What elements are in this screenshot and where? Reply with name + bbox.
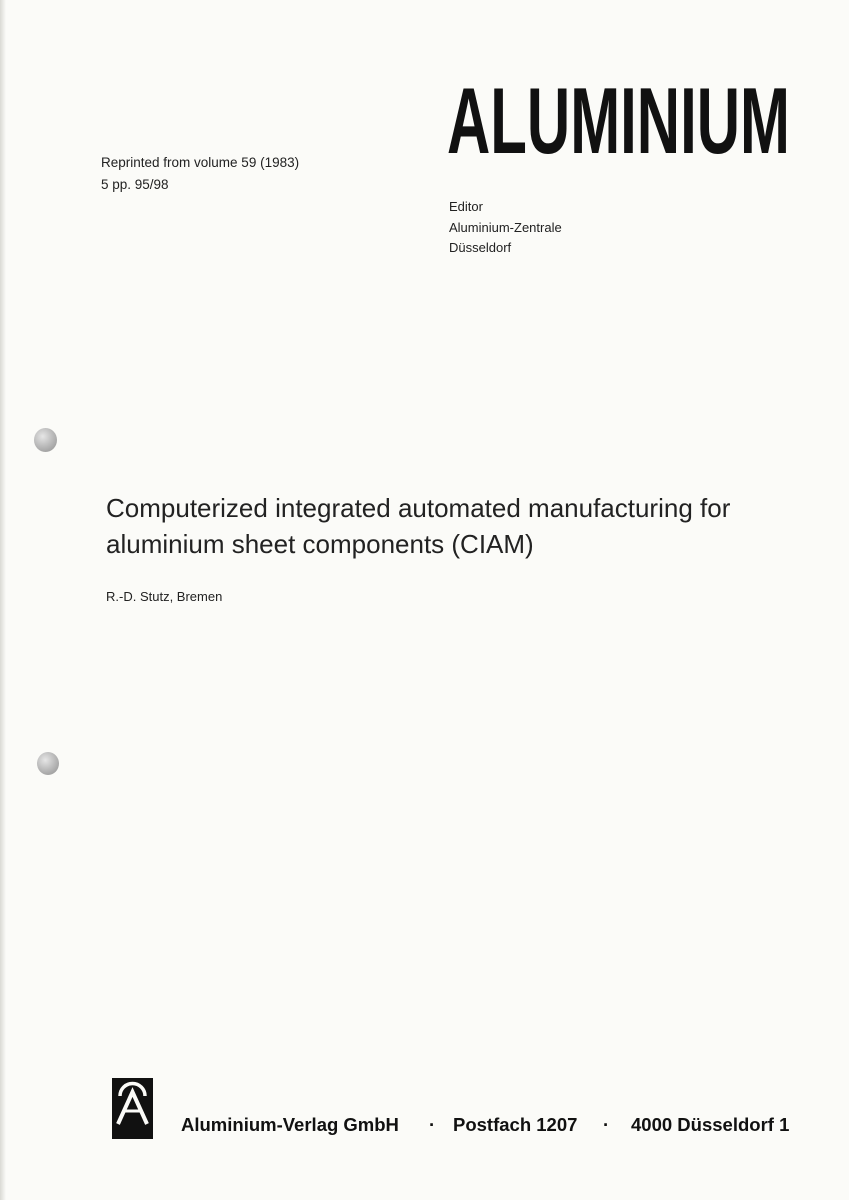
- publisher-logo: [112, 1078, 153, 1139]
- article-title-line1: Computerized integrated automated manufacturing for: [106, 493, 731, 523]
- reprint-volume: Reprinted from volume 59 (1983): [101, 155, 300, 170]
- page-edge: [0, 0, 6, 1200]
- reprint-pages: 5 pp. 95/98: [101, 177, 169, 192]
- editor-label: Editor: [449, 199, 483, 214]
- footer-separator: ·: [603, 1114, 610, 1135]
- footer-separator: ·: [429, 1114, 436, 1135]
- editor-city: Düsseldorf: [449, 240, 512, 255]
- punch-hole-top: [34, 428, 57, 452]
- publisher-postbox: Postfach 1207: [453, 1114, 578, 1135]
- article-title: [106, 490, 806, 562]
- article-title-line2: aluminium sheet components (CIAM): [106, 529, 534, 559]
- editor-organization: Aluminium-Zentrale: [449, 219, 562, 235]
- masthead-title: [447, 82, 792, 158]
- journal-masthead: [447, 82, 792, 158]
- publisher-footer: [181, 1114, 821, 1144]
- reprint-note: [101, 152, 299, 196]
- publisher-address: 4000 Düsseldorf 1: [631, 1114, 790, 1135]
- punch-hole-bottom: [37, 752, 59, 775]
- masthead-text: ALUMINIUM: [447, 82, 790, 158]
- publisher-logo-icon: [112, 1078, 153, 1139]
- article-author: R.-D. Stutz, Bremen: [106, 589, 223, 604]
- editor-block: [449, 197, 562, 259]
- publisher-name: Aluminium-Verlag GmbH: [181, 1114, 399, 1135]
